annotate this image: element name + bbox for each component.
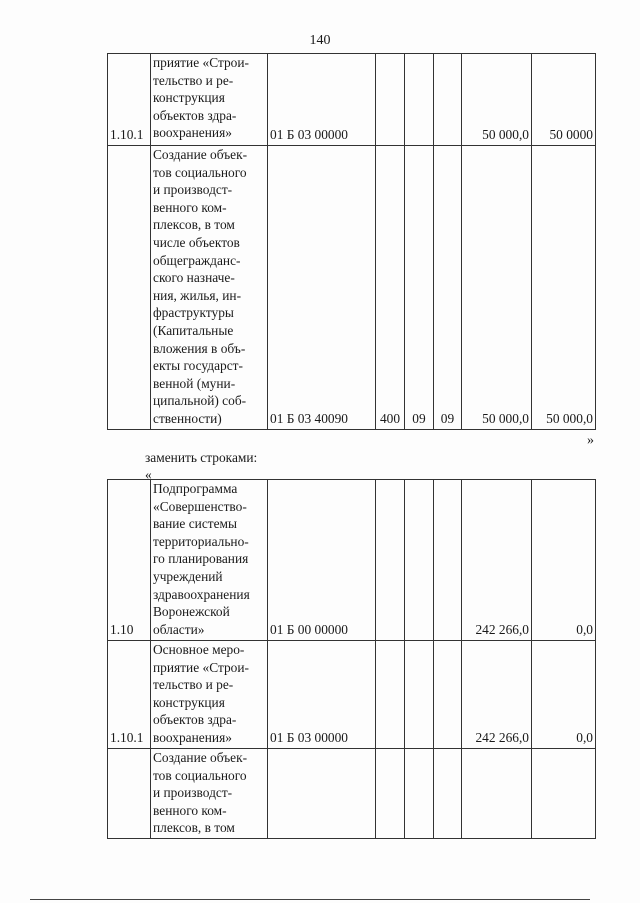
- row-sum-1: 50 000,0: [462, 146, 532, 430]
- row-name: Создание объек- тов социального и производст- венного ком- плексов, в том числе объектов общегражданс- ского назначе- ния, жилья, ин- фраструктуры (Капитальные вложения в объ- екты государст- венной (муни- ципальной) соб- ственности): [151, 146, 268, 430]
- row-rz: [405, 641, 434, 749]
- row-sum-2: 50 0000: [532, 54, 596, 146]
- row-sum-2: 0,0: [532, 641, 596, 749]
- row-vr: 400: [376, 146, 405, 430]
- row-sum-1: 50 000,0: [462, 54, 532, 146]
- closing-quote: »: [587, 433, 594, 448]
- row-pr: 09: [434, 146, 462, 430]
- row-code: 1.10.1: [108, 54, 151, 146]
- table-row: [108, 749, 596, 839]
- row-rz: [405, 480, 434, 641]
- row-rz: 09: [405, 146, 434, 430]
- row-name: приятие «Строи- тельство и ре- конструкция объектов здра- воохранения»: [151, 54, 268, 146]
- row-name: Основное меро- приятие «Строи- тельство и ре- конструкция объектов здра- воохранения»: [151, 641, 268, 749]
- row-rz: [405, 54, 434, 146]
- budget-table-bottom: [107, 479, 596, 839]
- row-csr: 01 Б 03 00000: [268, 641, 376, 749]
- page-bottom-rule: [30, 899, 590, 900]
- row-code: 1.10: [108, 480, 151, 641]
- opening-quote: «: [145, 467, 152, 482]
- row-sum-1: 242 266,0: [462, 641, 532, 749]
- row-name: Создание объек- тов социального и производст- венного ком- плексов, в том: [151, 749, 268, 839]
- row-sum-1: 242 266,0: [462, 480, 532, 641]
- table-row: [108, 146, 596, 430]
- row-name: Подпрограмма «Совершенство- вание системы территориально- го планирования учреждений здравоохранения Воронежской области»: [151, 480, 268, 641]
- row-rz: [405, 749, 434, 839]
- row-code: [108, 146, 151, 430]
- row-pr: [434, 641, 462, 749]
- row-csr: 01 Б 03 00000: [268, 54, 376, 146]
- row-code: [108, 749, 151, 839]
- replace-text: заменить строками:: [145, 450, 258, 465]
- row-sum-2: [532, 749, 596, 839]
- row-vr: [376, 480, 405, 641]
- row-csr: 01 Б 00 00000: [268, 480, 376, 641]
- row-code: 1.10.1: [108, 641, 151, 749]
- table-row: [108, 480, 596, 641]
- row-pr: [434, 480, 462, 641]
- page-number: 140: [309, 33, 331, 48]
- replace-instruction: [145, 449, 257, 483]
- table-row: [108, 641, 596, 749]
- row-vr: [376, 749, 405, 839]
- row-sum-2: 50 000,0: [532, 146, 596, 430]
- row-pr: [434, 749, 462, 839]
- row-csr: 01 Б 03 40090: [268, 146, 376, 430]
- budget-table-top: [107, 53, 596, 430]
- row-sum-2: 0,0: [532, 480, 596, 641]
- row-pr: [434, 54, 462, 146]
- row-vr: [376, 54, 405, 146]
- row-csr: [268, 749, 376, 839]
- row-vr: [376, 641, 405, 749]
- row-sum-1: [462, 749, 532, 839]
- table-row: [108, 54, 596, 146]
